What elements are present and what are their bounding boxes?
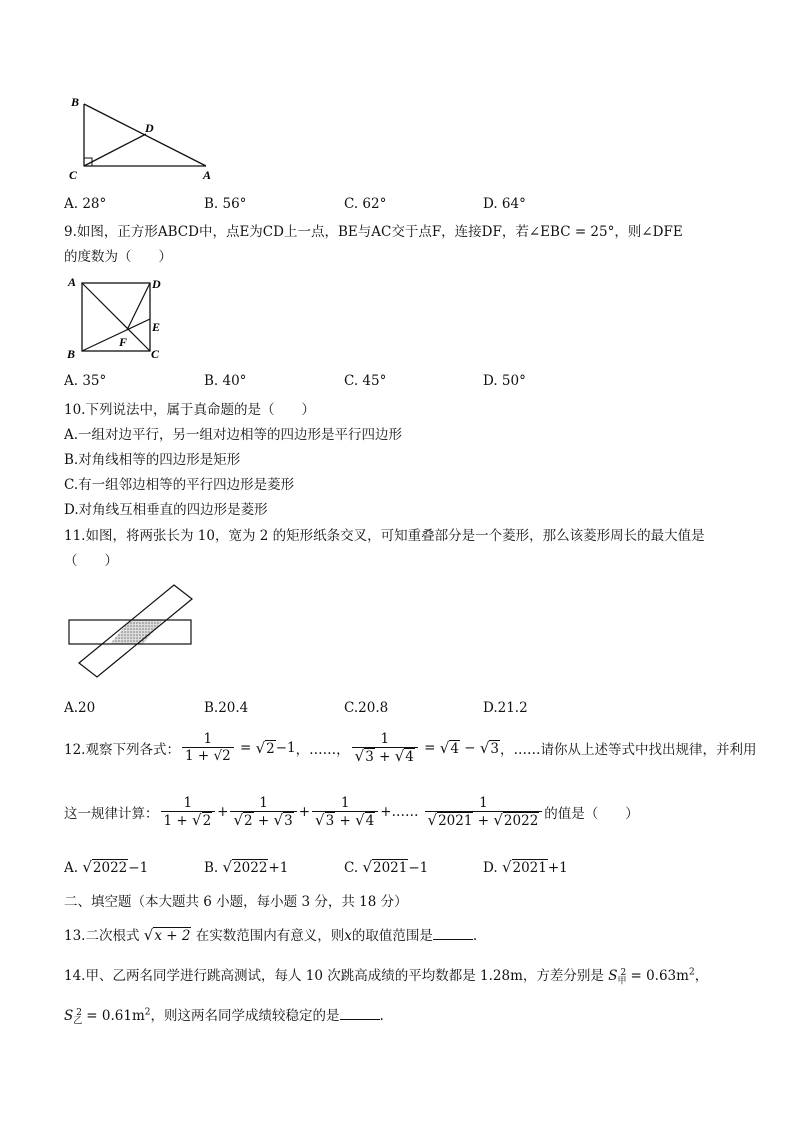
q9-question-line1: 9.如图，正方形ABCD中，点E为CD上一点，BE与AC交于点F，连接DF，若∠EBC = 25°，则∠DFE [64, 224, 683, 240]
q12-line2: 这一规律计算： $\frac{1}{1 + √2}$ + $\frac{1}{√2 + √3}$ + $\frac{1}{√3 + √4}$ +…… $\frac{1}{√2021 + √2022}$ 的值是（ ） [64, 794, 639, 829]
q12-eq2-rhs-b: √3 [479, 739, 499, 757]
q10-option-c: C.有一组邻边相等的平行四边形是菱形 [64, 477, 295, 493]
q9-square-figure [64, 273, 174, 363]
q11-question-line1: 11.如图，将两张长为 10，宽为 2 的矩形纸条交叉，可知重叠部分是一个菱形，那么该菱形周长的最大值是 [64, 528, 705, 544]
q13-question: 13.二次根式 √x + 2 在实数范围内有意义，则x的取值范围是 . [64, 926, 478, 944]
q11-option-a: A.20 [64, 700, 96, 716]
q9-label-C: C [151, 347, 160, 361]
q8-option-a: A. 28° [64, 196, 107, 212]
q12-term-1: $\frac{1}{1 + √2}$ [161, 795, 216, 830]
q11-crossed-strips-figure [64, 580, 204, 680]
q10-question: 10.下列说法中，属于真命题的是（ ） [64, 402, 315, 418]
q10-option-d: D.对角线互相垂直的四边形是菱形 [64, 502, 268, 518]
q12-eq2-equals: = [419, 740, 440, 756]
q12-eq1-den: 1 + √2 [182, 747, 234, 765]
q12-eq2-num: 1 [380, 730, 390, 747]
q8-option-d: D. 64° [483, 196, 526, 212]
q11-option-c: C.20.8 [344, 700, 389, 716]
q12-eq1-rhs-tail: −1 [275, 740, 296, 756]
q9-option-a: A. 35° [64, 373, 107, 389]
q10-option-a: A.一组对边平行，另一组对边相等的四边形是平行四边形 [64, 427, 403, 443]
q12-eq1-fraction [182, 731, 234, 765]
q12-term-last: $\frac{1}{√2021 + √2022}$ [425, 795, 543, 830]
q12-eq2-rhs-a: √4 [439, 739, 459, 757]
q13-answer-blank[interactable] [433, 927, 473, 940]
q12-ellipsis: ，……， [295, 742, 350, 758]
q12-line1 [64, 728, 756, 768]
q8-label-A: A [203, 168, 212, 182]
q13-radical: √x + 2 [143, 926, 191, 944]
q11-question-line2: （ ） [64, 553, 118, 569]
q8-label-C: C [69, 168, 78, 182]
q12-suffix: ，……请你从上述等式中找出规律，并利用 [499, 742, 757, 758]
q12-eq2-minus: − [459, 740, 480, 756]
q11-option-b: B.20.4 [204, 700, 249, 716]
q14-line2: $S_乙^2 = 0.61m^2$，则这两名同学成绩较稳定的是 . [64, 1007, 384, 1027]
q9-label-A: A [68, 275, 77, 289]
q8-label-D: D [145, 121, 154, 135]
q8-triangle-figure [66, 92, 226, 182]
section-2-heading: 二、填空题（本大题共 6 小题，每小题 3 分，共 18 分） [64, 894, 408, 910]
q12-eq2-fraction [352, 731, 418, 766]
q9-question-line2: 的度数为（ ） [64, 249, 172, 265]
q9-option-d: D. 50° [483, 373, 526, 389]
q9-option-b: B. 40° [204, 373, 247, 389]
q8-option-b: B. 56° [204, 196, 247, 212]
q12-eq1-num: 1 [203, 731, 213, 747]
q10-option-b: B.对角线相等的四边形是矩形 [64, 452, 241, 468]
q12-option-d: D. √2021+1 [483, 858, 568, 876]
q11-option-d: D.21.2 [483, 700, 528, 716]
q9-label-E: E [152, 320, 161, 334]
q12-term-2: $\frac{1}{√2 + √3}$ [230, 795, 296, 830]
q9-label-F: F [119, 335, 128, 349]
q12-term-3: $\frac{1}{√3 + √4}$ [312, 795, 378, 830]
q12-option-a: A. √2022−1 [64, 858, 149, 876]
q9-label-D: D [152, 277, 161, 291]
q12-dots: +…… [380, 804, 419, 820]
q9-label-B: B [67, 347, 76, 361]
q8-option-c: C. 62° [344, 196, 387, 212]
q12-line2-suffix: 的值是（ ） [544, 806, 639, 822]
q12-prefix: 12.观察下列各式： [64, 742, 180, 758]
q14-line1: 14.甲、乙两名同学进行跳高测试，每人 10 次跳高成绩的平均数都是 1.28m，方差分别是 $S_甲^2 = 0.63m^2$， [64, 967, 709, 987]
q12-eq1-equals: = [235, 740, 256, 756]
q12-eq1-rhs-root: √2 [255, 739, 275, 757]
q8-label-B: B [71, 95, 80, 109]
q14-answer-blank[interactable] [340, 1007, 380, 1020]
q12-eq2-den: √3 + √4 [352, 747, 418, 766]
q9-option-c: C. 45° [344, 373, 387, 389]
q12-option-c: C. √2021−1 [344, 858, 429, 876]
q12-option-b: B. √2022+1 [204, 858, 289, 876]
q12-line2-prefix: 这一规律计算： [64, 806, 159, 822]
